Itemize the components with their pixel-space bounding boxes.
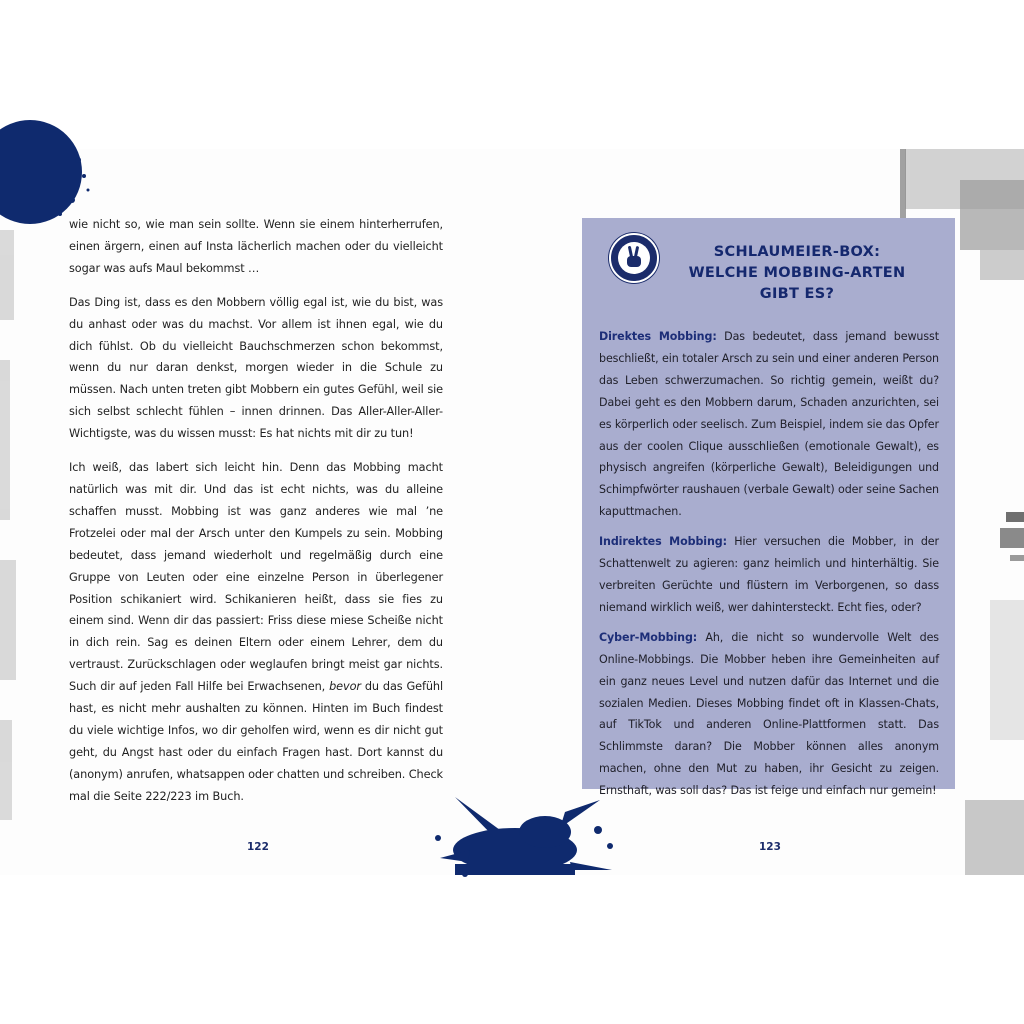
left-page-body (69, 214, 443, 820)
page-number-left: 122 (247, 841, 269, 853)
paragraph-3: Ich weiß, das labert sich leicht hin. Denn das Mobbing macht natürlich was mit dir. Und das ist echt nichts, was du alleine schaffen musst. Mobbing ist was ganz anderes wie mal ’ne Frotzelei oder mal der Arsch unter den Kumpels zu sein. Mobbing bedeutet, dass jemand wiederholt und regelmäßig durch eine Gruppe von Leuten oder eine einzelne Person in überlegener Position schikaniert wird. Schikanieren heißt, dass sie fies zu einem sind. Wenn dir das passiert: Friss diese miese Scheiße nicht in dich rein. Sag es deinen Eltern oder einem Lehrer, dem du vertraust. Zurückschlagen oder weglaufen bringt meist gar nichts. Such dir auf jeden Fall Hilfe bei Erwachsenen, bevor du das Gefühl hast, es nicht mehr aushalten zu können. Hinten im Buch findest du viele wichtige Infos, wo dir geholfen wird, wenn es dir nicht gut geht, du Angst hast oder du einfach Fragen hast. Dort kannst du (anonym) anrufen, whatsappen oder chatten und schreiben. Check mal die Seite 222/223 im Buch. (69, 461, 444, 803)
ink-splash-top-left (0, 120, 90, 224)
page-number-right: 123 (759, 841, 781, 853)
box-item-cyber: Cyber-Mobbing: Ah, die nicht so wundervolle Welt des Online-Mobbings. Die Mobber heben ihre Gemeinheiten auf ein ganz neues Level und nutzen dafür das Internet und die sozialen Medien. Dieses Mobbing findet oft in Klassen-Chats, auf TikTok und anderen Online-Plattformen statt. Das Schlimmste daran? Die Mobber können alles anonym machen, ohne den Mut zu haben, ihr Gesicht zu zeigen. Ernsthaft, was soll das? Das ist feige und einfach nur gemein! (599, 630, 939, 798)
ink-splash-bottom (435, 797, 613, 877)
box-item-direct: Direktes Mobbing: Das bedeutet, dass jemand bewusst beschließt, ein totaler Arsch zu sein und einer anderen Person das Leben schwerzumachen. So richtig gemein, weißt du? Dabei geht es den Mobbern darum, Schaden anzurichten, sei es körperlich oder seelisch. Zum Beispiel, indem sie das Opfer aus der coolen Clique ausschließen (emotionale Gewalt), es physisch angreifen (körperliche Gewalt), Beleidigungen und Schimpfwörter raushauen (verbale Gewalt) oder seine Sachen kaputtmachen. (599, 330, 939, 519)
box-body (599, 326, 939, 810)
peace-hand-icon (609, 233, 659, 283)
grunge-texture-right (965, 512, 1024, 875)
box-item-indirect: Indirektes Mobbing: Hier versuchen die Mobber, in der Schattenwelt zu agieren: ganz heimlich und hinterhältig. Sie verbreiten Gerüchte und flüstern im Verborgenen, so dass niemand wirklich weiß, wer dahintersteckt. Echt fies, oder? (599, 535, 939, 614)
schlaumeier-box (582, 218, 955, 798)
term-indirect: Indirektes Mobbing: (599, 535, 727, 549)
peace-hand-glyph (611, 235, 657, 281)
paragraph-2: Das Ding ist, dass es den Mobbern völlig egal ist, wie du bist, was du anhast oder was du machst. Vor allem ist ihnen egal, wie du dich fühlst. Ob du vielleicht Bauchschmerzen schon bekommst, wenn du nur daran denkst, morgen wieder in die Schule zu müssen. Nach unten treten gibt Mobbern ein gutes Gefühl, weil sie sich selbst schlecht fühlen – innen drinnen. Das Aller-Aller-Aller-Wichtigste, was du wissen musst: Es hat nichts mit dir zu tun! (69, 295, 443, 441)
grunge-texture-left (0, 230, 16, 820)
paragraph-1: wie nicht so, wie man sein sollte. Wenn sie einem hinterherrufen, einen ärgern, einen auf Insta lächerlich machen oder du vielleicht sogar was aufs Maul bekommst … (69, 218, 443, 275)
emphasis-bevor: bevor (329, 680, 361, 694)
box-title: SCHLAUMEIER-BOX: WELCHE MOBBING-ARTEN GIBT ES? (688, 244, 906, 302)
term-cyber: Cyber-Mobbing: (599, 630, 698, 644)
term-direct: Direktes Mobbing: (599, 330, 717, 343)
